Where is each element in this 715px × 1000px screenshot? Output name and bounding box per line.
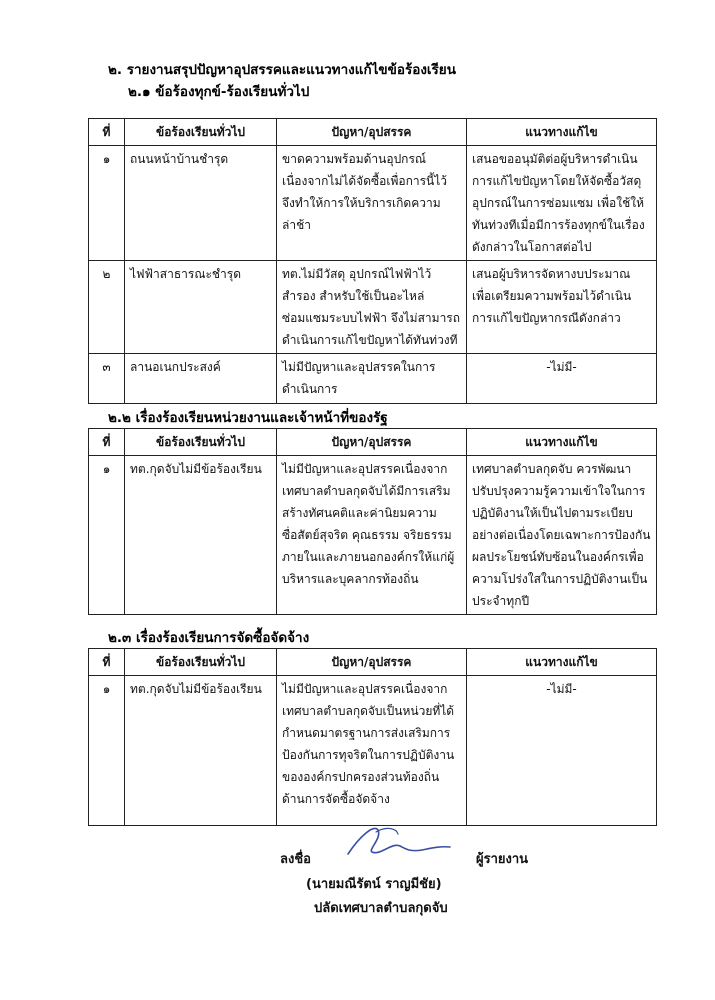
row-number: ๑ <box>89 676 125 826</box>
row-number: ๒ <box>89 261 125 354</box>
table-row <box>89 354 657 404</box>
complaint-table-agency <box>88 428 657 615</box>
table-header-row <box>89 429 657 456</box>
subsection-title-2-2: ๒.๒ เรื่องร้องเรียนหน่วยงานและเจ้าหน้าที่ของรัฐ <box>108 410 388 426</box>
table-row <box>89 261 657 354</box>
problem-cell: ทต.ไม่มีวัสดุ อุปกรณ์ไฟฟ้าไว้สำรอง สำหรับใช้เป็นอะไหล่ซ่อมแซมระบบไฟฟ้า จึงไม่สามารถดำเนินการแก้ไขปัญหาได้ทันท่วงที <box>277 261 467 354</box>
solution-cell: เสนอผู้บริหารจัดหางบประมาณ เพื่อเตรียมความพร้อมไว้ดำเนินการแก้ไขปัญหากรณีดังกล่าว <box>467 261 657 354</box>
header-no: ที่ <box>89 119 125 146</box>
header-problem: ปัญหา/อุปสรรค <box>277 429 467 456</box>
complaint-cell: ลานอเนกประสงค์ <box>125 354 277 404</box>
problem-cell: ไม่มีปัญหาและอุปสรรคเนื่องจากเทศบาลตำบลกุดจับได้มีการเสริมสร้างทัศนคติและค่านิยมความซื่อสัตย์สุจริต คุณธรรม จริยธรรม ภายในและภายนอกองค์กรให้แก่ผู้บริหารและบุคลากรท้องถิ่น <box>277 456 467 615</box>
subsection-title-2-1: ๒.๑ ข้อร้องทุกข์-ร้องเรียนทั่วไป <box>128 84 310 100</box>
header-solution: แนวทางแก้ไข <box>467 429 657 456</box>
complaint-cell: ถนนหน้าบ้านชำรุด <box>125 146 277 261</box>
row-number: ๓ <box>89 354 125 404</box>
reporter-label: ผู้รายงาน <box>476 852 529 867</box>
problem-cell: ขาดความพร้อมด้านอุปกรณ์ เนื่องจากไม่ได้จัดซื้อเพื่อการนี้ไว้ จึงทำให้การให้บริการเกิดความล่าช้า <box>277 146 467 261</box>
signer-name: (นายมณีรัตน์ ราญมีชัย) <box>306 877 442 892</box>
header-no: ที่ <box>89 429 125 456</box>
header-solution: แนวทางแก้ไข <box>467 649 657 676</box>
problem-cell: ไม่มีปัญหาและอุปสรรคเนื่องจากเทศบาลตำบลกุดจับเป็นหน่วยที่ได้กำหนดมาตรฐานการส่งเสริมการป้องกันการทุจริตในการปฏิบัติงานขององค์กรปกครองส่วนท้องถิ่น ด้านการจัดซื้อจัดจ้าง <box>277 676 467 826</box>
table-row <box>89 676 657 826</box>
solution-cell: -ไม่มี- <box>467 354 657 404</box>
sign-label: ลงชื่อ <box>280 852 311 867</box>
table-header-row <box>89 119 657 146</box>
complaint-cell: ทต.กุดจับไม่มีข้อร้องเรียน <box>125 676 277 826</box>
header-problem: ปัญหา/อุปสรรค <box>277 119 467 146</box>
complaint-cell: ทต.กุดจับไม่มีข้อร้องเรียน <box>125 456 277 615</box>
signer-position: ปลัดเทศบาลตำบลกุดจับ <box>314 901 448 916</box>
problem-cell: ไม่มีปัญหาและอุปสรรคในการดำเนินการ <box>277 354 467 404</box>
subsection-title-2-3: ๒.๓ เรื่องร้องเรียนการจัดซื้อจัดจ้าง <box>108 630 310 646</box>
table-row <box>89 456 657 615</box>
solution-cell: เทศบาลตำบลกุดจับ ควรพัฒนาปรับปรุงความรู้ความเข้าใจในการปฏิบัติงานให้เป็นไปตามระเบียบอย่างต่อเนื่องโดยเฉพาะการป้องกันผลประโยชน์ทับซ้อนในองค์กรเพื่อความโปร่งใสในการปฏิบัติงานเป็นประจำทุกปี <box>467 456 657 615</box>
solution-cell: เสนอขออนุมัติต่อผู้บริหารดำเนินการแก้ไขปัญหาโดยให้จัดซื้อวัสดุอุปกรณ์ในการซ่อมแซม เพื่อใช้ให้ทันท่วงทีเมื่อมีการร้องทุกข์ในเรื่องดังกล่าวในโอกาสต่อไป <box>467 146 657 261</box>
complaint-table-general <box>88 118 657 404</box>
header-no: ที่ <box>89 649 125 676</box>
complaint-cell: ไฟฟ้าสาธารณะชำรุด <box>125 261 277 354</box>
header-complaint: ข้อร้องเรียนทั่วไป <box>125 119 277 146</box>
solution-cell: -ไม่มี- <box>467 676 657 826</box>
row-number: ๑ <box>89 456 125 615</box>
complaint-table-procurement <box>88 648 657 826</box>
signature-mark <box>340 816 460 866</box>
row-number: ๑ <box>89 146 125 261</box>
section-title: ๒. รายงานสรุปปัญหาอุปสรรคและแนวทางแก้ไขข้อร้องเรียน <box>108 62 456 78</box>
header-complaint: ข้อร้องเรียนทั่วไป <box>125 429 277 456</box>
header-solution: แนวทางแก้ไข <box>467 119 657 146</box>
table-header-row <box>89 649 657 676</box>
header-problem: ปัญหา/อุปสรรค <box>277 649 467 676</box>
header-complaint: ข้อร้องเรียนทั่วไป <box>125 649 277 676</box>
table-row <box>89 146 657 261</box>
